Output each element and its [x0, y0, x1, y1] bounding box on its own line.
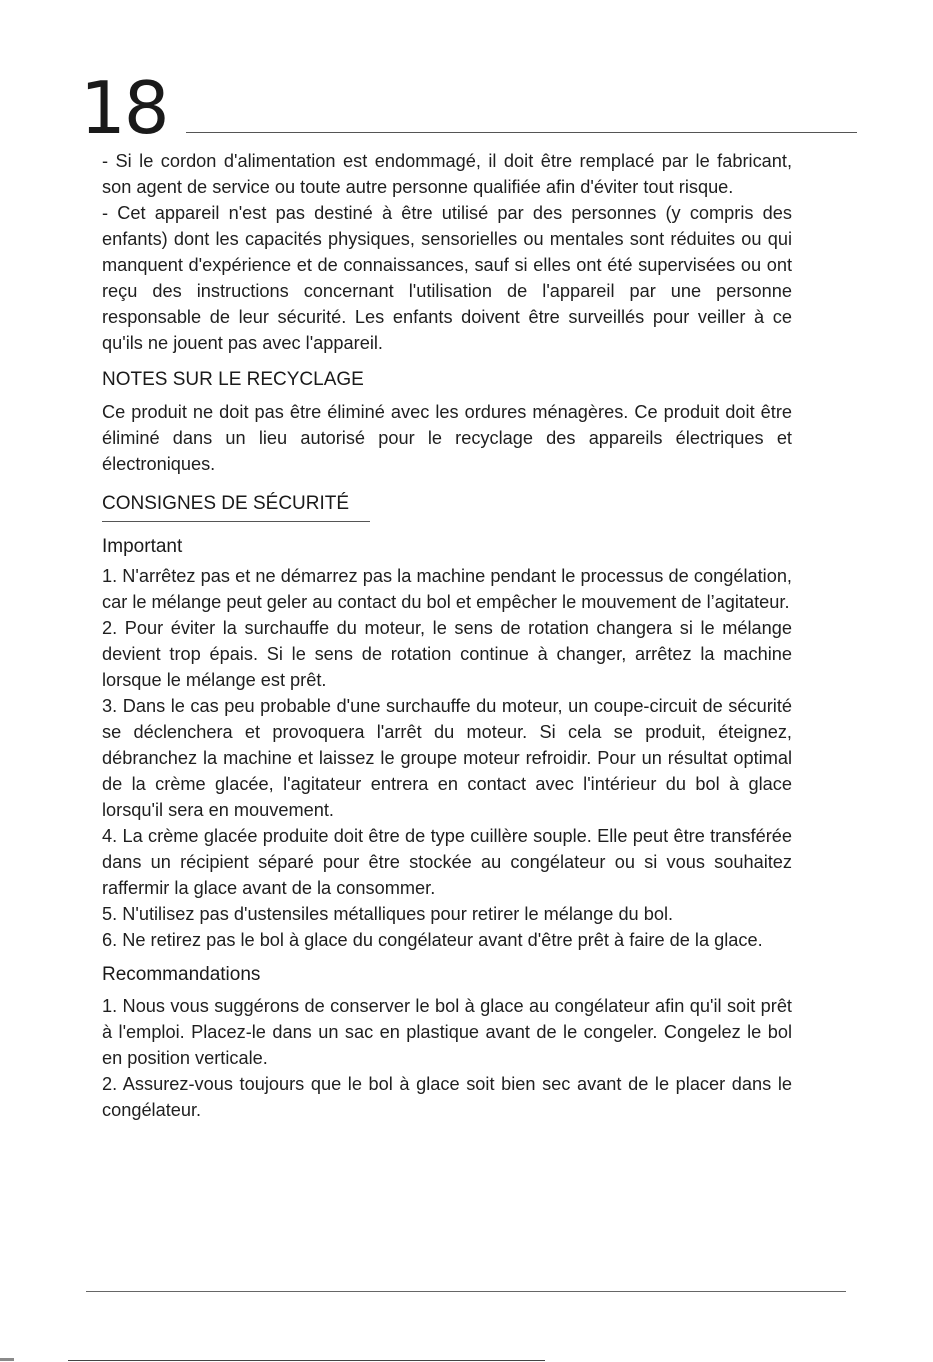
recommendations-heading: Recommandations — [102, 964, 261, 985]
important-item: 4. La crème glacée produite doit être de type cuillère souple. Elle peut être transférée dans un récipient séparé pour être stockée au congélateur ou si vous souhaitez raffermir la glace avant de la consommer. — [102, 826, 792, 898]
intro-paragraph: - Si le cordon d'alimentation est endommagé, il doit être remplacé par le fabricant, son agent de service ou toute autre personne qualifiée afin d'éviter tout risque. — [102, 151, 792, 197]
intro-paragraph: - Cet appareil n'est pas destiné à être utilisé par des personnes (y compris des enfants) dont les capacités physiques, sensorielles ou mentales sont réduites ou qui manquent d'expérience et de connaissances, sauf si elles ont été supervisées ou ont reçu des instructions concernant l'utilisation de l'appareil par une personne responsable de leur sécurité. Les enfants doivent être surveillés pour veiller à ce qu'ils ne jouent pas avec l'appareil. — [102, 203, 792, 353]
important-item: 3. Dans le cas peu probable d'une surchauffe du moteur, un coupe-circuit de sécurité se déclenchera et provoquera l'arrêt du moteur. Si cela se produit, éteignez, débranchez la machine et laissez le groupe moteur refroidir. Pour un résultat optimal de la crème glacée, l'agitateur entrera en contact avec l'intérieur du bol à glace lorsqu'il sera en mouvement. — [102, 696, 792, 820]
footer-mark — [0, 1358, 14, 1361]
important-item: 6. Ne retirez pas le bol à glace du congélateur avant d'être prêt à faire de la glace. — [102, 930, 763, 950]
recycling-text: Ce produit ne doit pas être éliminé avec les ordures ménagères. Ce produit doit être éliminé dans un lieu autorisé pour le recyclage des appareils électriques et électroniques. — [102, 402, 792, 474]
recommendation-item: 1. Nous vous suggérons de conserver le bol à glace au congélateur afin qu'il soit prêt à l'emploi. Placez-le dans un sac en plastique avant de le congeler. Congelez le bol en position verticale. — [102, 996, 792, 1068]
recycling-heading: NOTES SUR LE RECYCLAGE — [102, 369, 364, 390]
recommendation-item: 2. Assurez-vous toujours que le bol à glace soit bien sec avant de le placer dans le congélateur. — [102, 1074, 792, 1120]
important-item: 2. Pour éviter la surchauffe du moteur, le sens de rotation changera si le mélange devient trop épais. Si le sens de rotation continue à changer, arrêtez la machine lorsque le mélange est prêt. — [102, 618, 792, 690]
header-divider — [186, 132, 857, 133]
important-item: 5. N'utilisez pas d'ustensiles métalliques pour retirer le mélange du bol. — [102, 904, 674, 924]
page-number: 18 — [80, 66, 168, 150]
footer-divider — [68, 1360, 545, 1361]
important-item: 1. N'arrêtez pas et ne démarrez pas la machine pendant le processus de congélation, car le mélange peut geler au contact du bol et empêcher le mouvement de l’agitateur. — [102, 566, 792, 612]
bottom-divider — [86, 1291, 846, 1292]
important-heading: Important — [102, 536, 183, 557]
safety-heading: CONSIGNES DE SÉCURITÉ — [102, 491, 370, 522]
page-content — [102, 148, 792, 1123]
